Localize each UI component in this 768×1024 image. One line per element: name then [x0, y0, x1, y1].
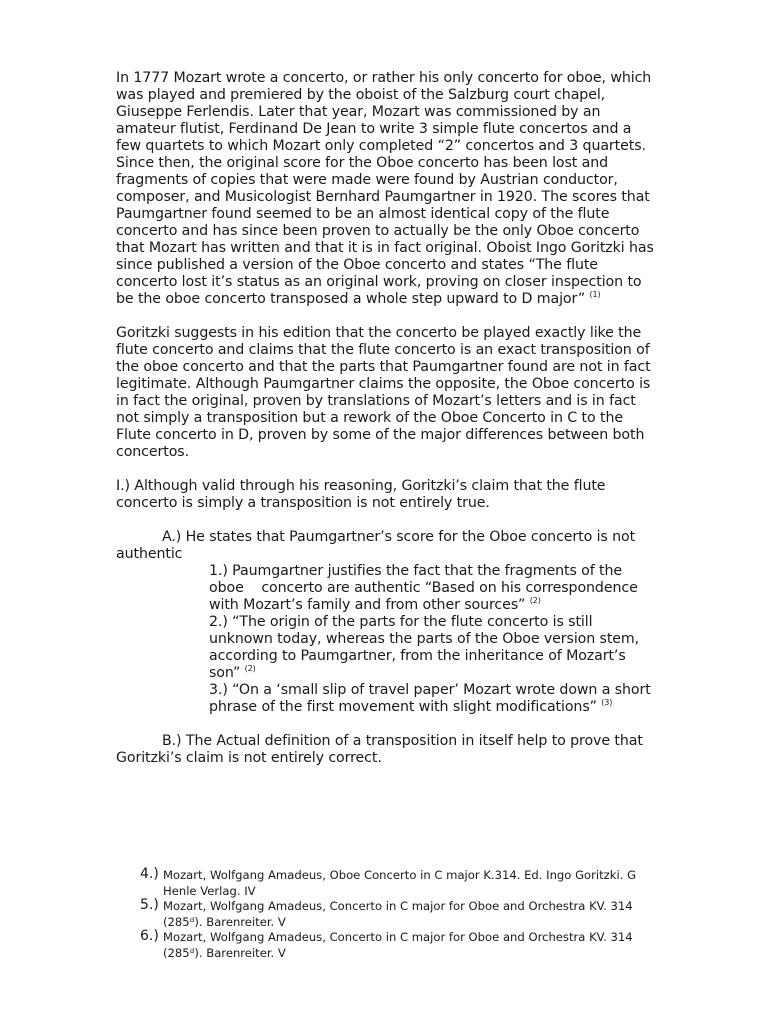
list-item-text-cont: concerto are authentic “Based on his correspondence with Mozart’s family and from other sources” [209, 580, 638, 613]
footnote-marker: (2) [529, 596, 541, 605]
footnote-marker-1: (1) [589, 290, 601, 299]
reference-item [140, 899, 660, 930]
paragraph-1-text: In 1777 Mozart wrote a concerto, or rather his only concerto for oboe, which was played and premiered by the oboist of the Salzburg court chapel, Giuseppe Ferlendis. Later that year, Mozart was commissioned by an amateur flutist, Ferdinand De Jean to write 3 simple flute concertos and a few quartets to which Mozart only completed “2” concertos and 3 quartets. Since then, the original score for the Oboe concerto has been lost and fragments of copies that were made were found by Austrian conductor, composer, and Musicologist Bernhard Paumgartner in 1920. The scores that Paumgartner found seemed to be an almost identical copy of the flute concerto and has since been proven to actually be the only Oboe concerto that Mozart has written and that it is in fact original. Oboist Ingo Goritzki has since published a version of the Oboe concerto and states “The flute concerto lost it’s status as an original work, proving on closer inspection to be the oboe concerto transposed a whole step upward to D major” [116, 70, 654, 307]
list-item-text: 2.) “The origin of the parts for the flute concerto is still unknown today, whereas the parts of the Oboe version stem, according to Paumgartner, from the inheritance of Mozart’s son” [209, 614, 640, 681]
reference-text: Mozart, Wolfgang Amadeus, Oboe Concerto in C major K.314. Ed. Ingo Goritzki. G Henle Verlag. IV [163, 868, 637, 898]
list-item-text: 1.) Paumgartner justifies the fact that the fragments of the oboe [209, 563, 623, 596]
reference-number: 5.) [140, 897, 159, 914]
reference-item [140, 868, 660, 899]
list-item [209, 614, 656, 682]
list-item-text: 3.) “On a ‘small slip of travel paper’ Mozart wrote down a short phrase of the first movement with slight modifications” [209, 682, 651, 715]
reference-number: 4.) [140, 866, 159, 882]
reference-number: 6.) [140, 928, 159, 945]
footnote-marker: (3) [601, 698, 613, 707]
paragraph-3: I.) Although valid through his reasoning, Goritzki’s claim that the flute concerto is simply a transposition is not entirely true. [116, 478, 606, 511]
paragraph-1 [116, 70, 656, 308]
reference-item [140, 930, 660, 961]
reference-text: Mozart, Wolfgang Amadeus, Concerto in C major for Oboe and Orchestra KV. 314 (285ᵈ). Barenreiter. V [163, 930, 633, 960]
footnote-marker: (2) [244, 664, 256, 673]
subpoint-a: A.) He states that Paumgartner’s score for the Oboe concerto is not authentic [116, 529, 636, 562]
references-list [140, 868, 660, 962]
list-item [209, 563, 656, 614]
subpoint-b: B.) The Actual definition of a transposition in itself help to prove that Goritzki’s claim is not entirely correct. [116, 733, 643, 766]
document-body [116, 70, 656, 784]
paragraph-2: Goritzki suggests in his edition that the concerto be played exactly like the flute concerto and claims that the flute concerto is an exact transposition of the oboe concerto and that the parts that Paumgartner found are not in fact legitimate. Although Paumgartner claims the opposite, the Oboe concerto is in fact the original, proven by translations of Mozart’s letters and is in fact not simply a transposition but a rework of the Oboe Concerto in C to the Flute concerto in D, proven by some of the major differences between both concertos. [116, 325, 651, 460]
list-item [209, 682, 656, 716]
subpoint-a-items [209, 563, 656, 716]
reference-text: Mozart, Wolfgang Amadeus, Concerto in C major for Oboe and Orchestra KV. 314 (285ᵈ). Barenreiter. V [163, 899, 633, 929]
